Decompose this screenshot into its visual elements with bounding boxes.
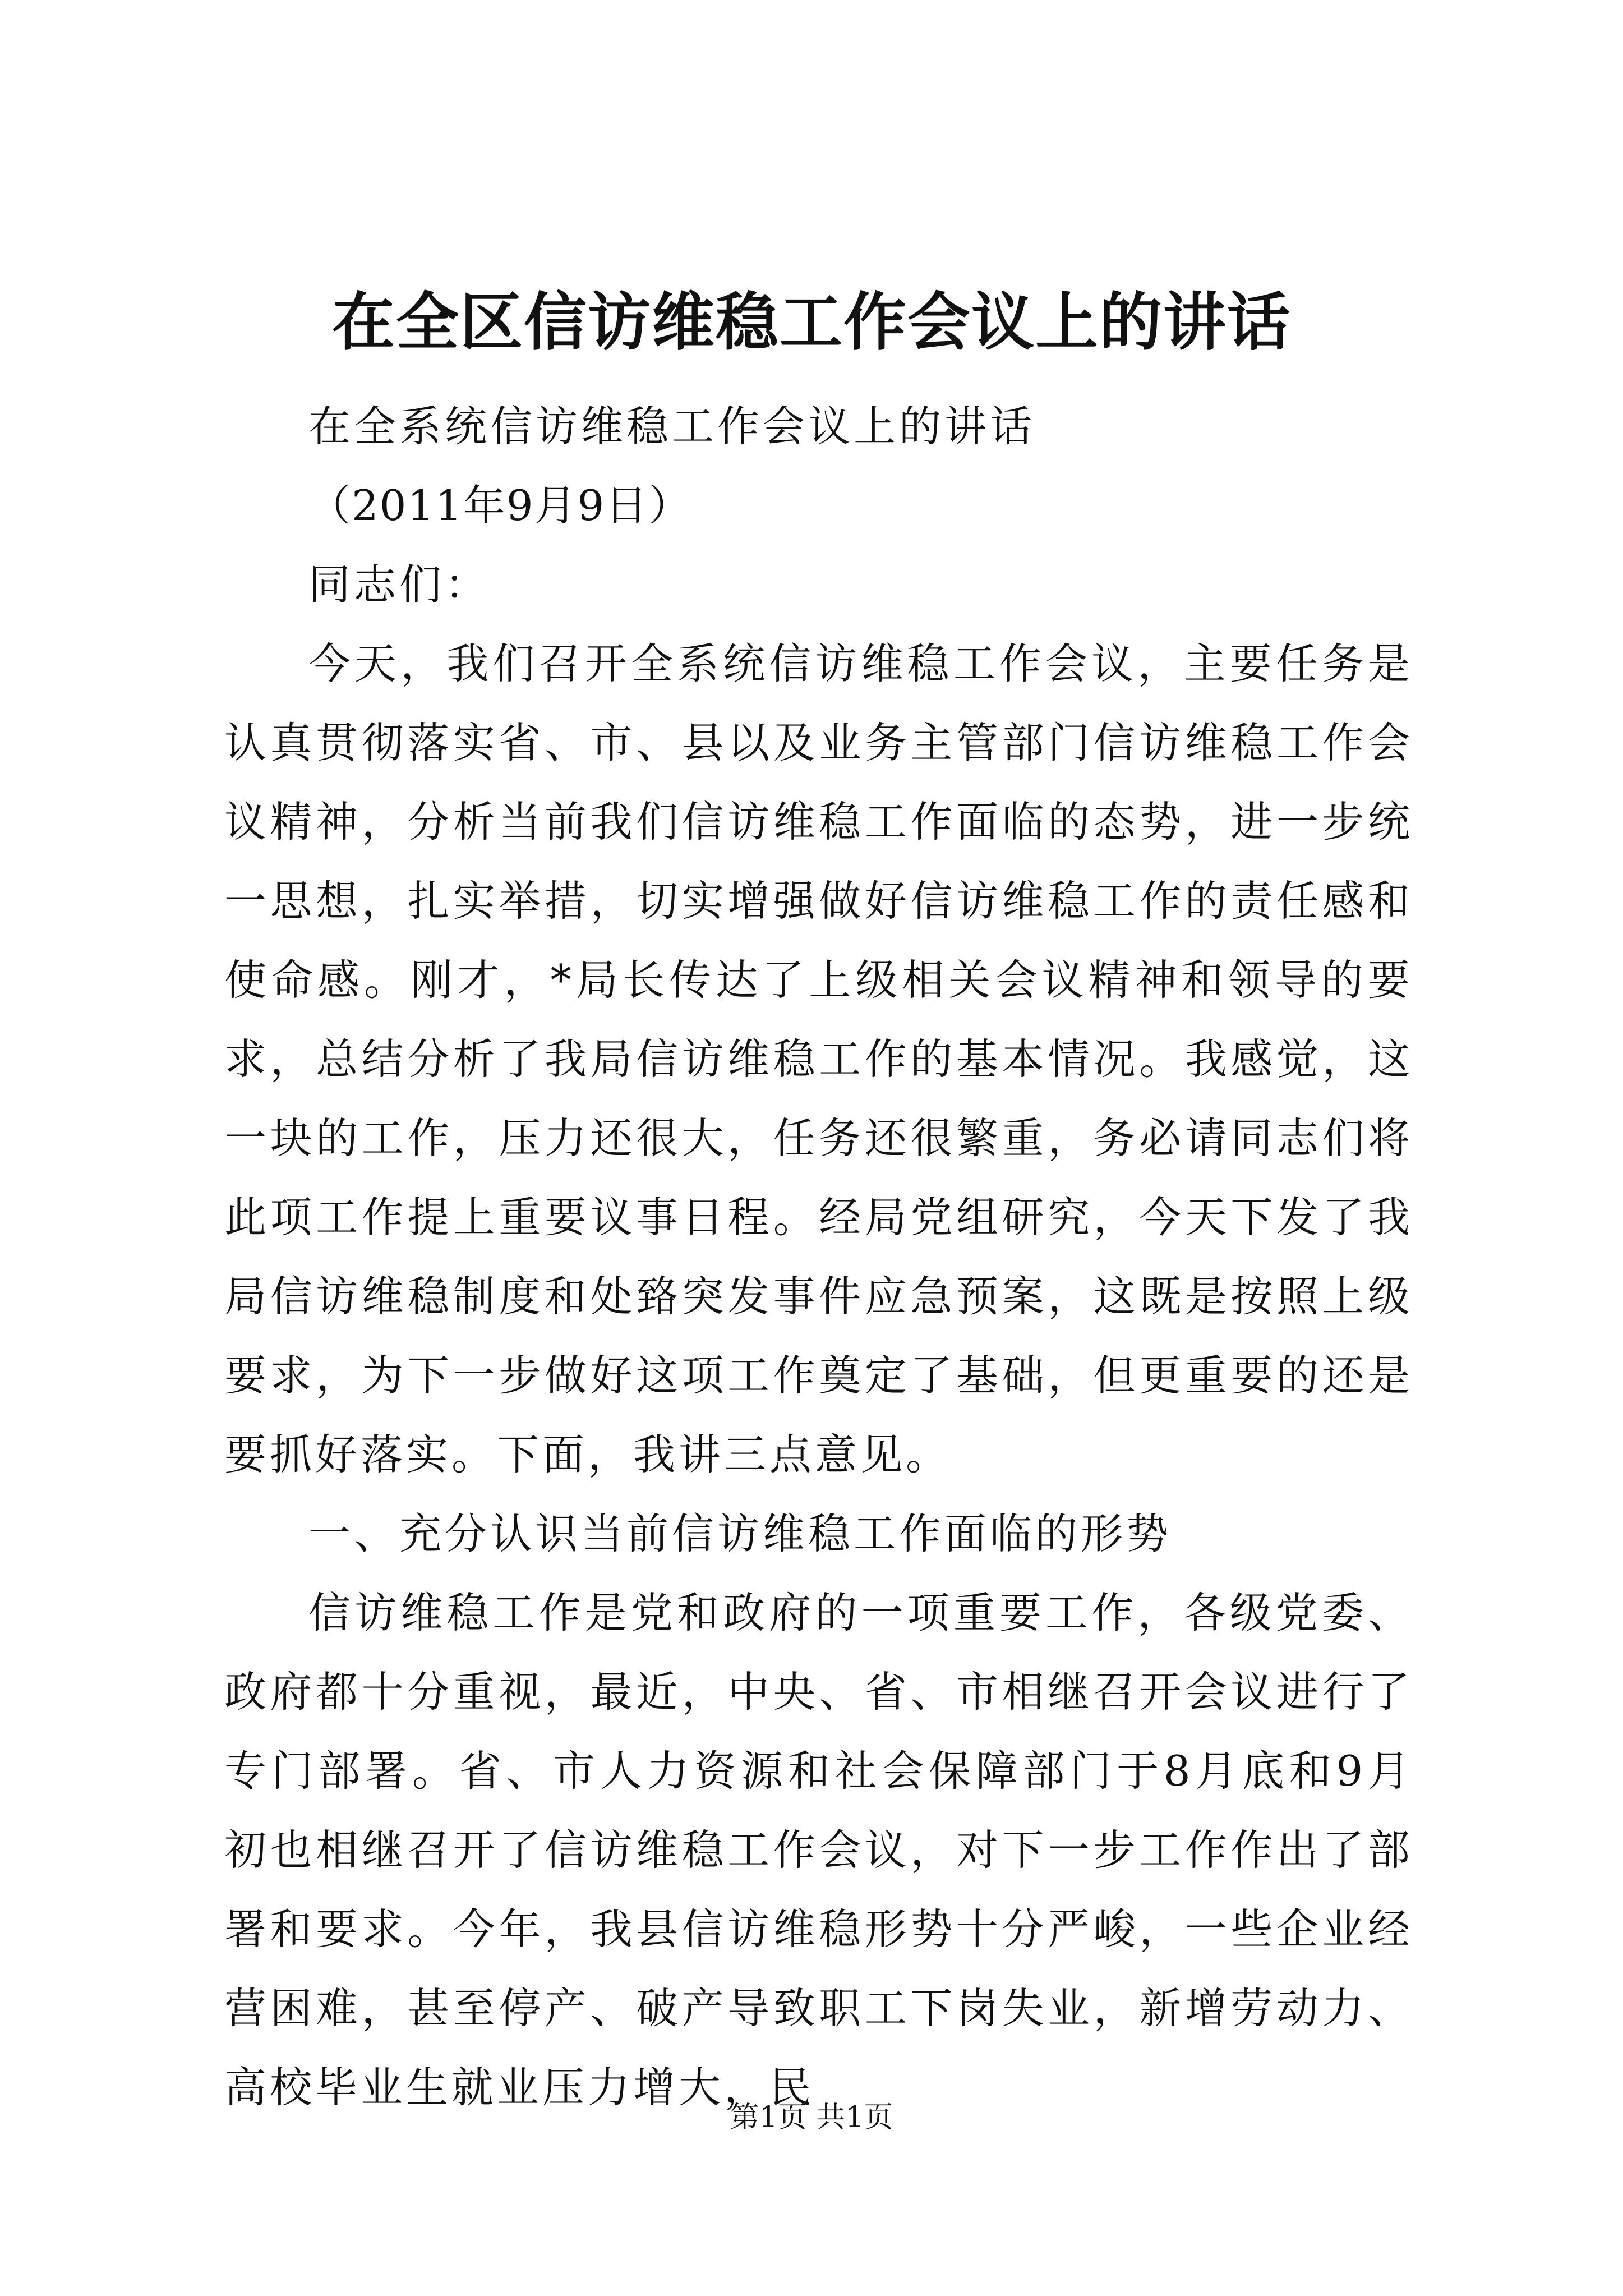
page-number: 第1页 共1页 <box>730 2101 893 2134</box>
speech-date: （2011年9月9日） <box>308 481 692 530</box>
body-paragraph: 今天，我们召开全系统信访维稳工作会议，主要任务是认真贯彻落实省、市、县以及业务主管部门信访维稳工作会议精神，分析当前我们信访维稳工作面临的态势，进一步统一思想，扎实举措，切实增强做好信访维稳工作的责任感和使命感。刚才，*局长传达了上级相关会议精神和领导的要求，总结分析了我局信访维稳工作的基本情况。我感觉，这一块的工作，压力还很大，任务还很繁重，务必请同志们将此项工作提上重要议事日程。经局党组研究，今天下发了我局信访维稳制度和处臵突发事件应急预案，这既是按照上级要求，为下一步做好这项工作奠定了基础，但更重要的还是要抓好落实。下面，我讲三点意见。 <box>224 639 1413 1479</box>
document-body <box>224 387 1413 2127</box>
salutation: 同志们： <box>308 560 491 609</box>
document-title: 在全区信访维稳工作会议上的讲话 <box>332 286 1291 359</box>
speech-heading: 在全系统信访维稳工作会议上的讲话 <box>308 402 1036 451</box>
body-paragraph: 信访维稳工作是党和政府的一项重要工作，各级党委、政府都十分重视，最近，中央、省、市相继召开会议进行了专门部署。省、市人力资源和社会保障部门于8月底和9月初也相继召开了信访维稳工作会议，对下一步工作作出了部署和要求。今年，我县信访维稳形势十分严峻，一些企业经营困难，甚至停产、破产导致职工下岗失业，新增劳动力、高校毕业生就业压力增大，民 <box>224 1588 1413 2112</box>
section-heading: 一、充分认识当前信访维稳工作面临的形势 <box>308 1509 1172 1558</box>
